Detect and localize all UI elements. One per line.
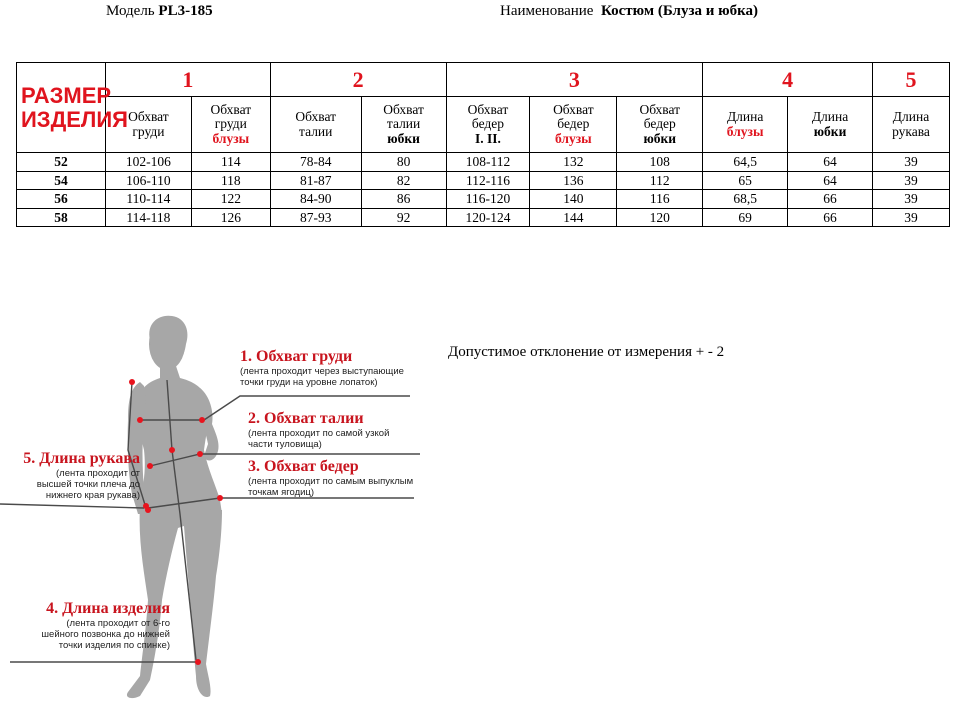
column-header-line: Обхват (553, 102, 594, 118)
value-cell: 84-90 (270, 190, 361, 209)
column-header-line: груди (132, 123, 165, 139)
label-chest-desc: (лента проходит через выступающие точки груди на уровне лопаток) (240, 366, 404, 388)
value-cell: 92 (361, 208, 446, 227)
value-cell: 114 (191, 153, 270, 172)
column-header-line: груди (214, 116, 247, 132)
marker-waist-right (197, 451, 203, 457)
value-cell: 64,5 (703, 153, 788, 172)
column-header (617, 97, 703, 153)
group-5: 5 (872, 63, 949, 97)
column-header-line: Обхват (128, 109, 169, 125)
name-value: Костюм (Блуза и юбка) (600, 3, 759, 19)
value-cell: 116-120 (446, 190, 530, 209)
column-header-line: Обхват (467, 102, 509, 118)
value-cell: 66 (788, 208, 873, 227)
column-header (703, 97, 788, 153)
value-cell: 132 (530, 153, 617, 172)
value-cell: 66 (788, 190, 873, 209)
label-waist-title: 2. Обхват талии (248, 410, 364, 427)
table-row (17, 153, 950, 172)
label-chest-title: 1. Обхват груди (240, 348, 353, 365)
column-header (191, 97, 270, 153)
column-header (361, 97, 446, 153)
column-header-accent: I. II. (475, 130, 501, 146)
marker-chest-left (137, 417, 143, 423)
group-header-row (17, 63, 950, 97)
row-header-text: РАЗМЕР ИЗДЕЛИЯ (20, 83, 128, 132)
value-cell: 86 (361, 190, 446, 209)
value-cell: 112 (617, 171, 703, 190)
marker-shoulder (129, 379, 135, 385)
column-header-accent: блузы (212, 130, 250, 146)
value-cell: 140 (530, 190, 617, 209)
value-cell: 110-114 (105, 190, 191, 209)
column-header (446, 97, 530, 153)
value-cell: 78-84 (270, 153, 361, 172)
name-line (500, 3, 758, 20)
value-cell: 69 (703, 208, 788, 227)
size-cell: 56 (17, 190, 106, 209)
value-cell: 102-106 (105, 153, 191, 172)
size-table (16, 62, 950, 227)
row-header (17, 63, 128, 153)
value-cell: 39 (872, 190, 949, 209)
label-length-desc: (лента проходит от 6-го шейного позвонка до нижней точки изделия по спинке) (41, 618, 170, 651)
size-cell: 54 (17, 171, 106, 190)
value-cell: 39 (872, 208, 949, 227)
column-header-accent: юбки (643, 130, 677, 146)
label-length (10, 600, 170, 651)
column-header-line: Обхват (383, 102, 424, 118)
model-line (106, 3, 213, 20)
marker-sleeve-end (143, 503, 149, 509)
value-cell: 118 (191, 171, 270, 190)
label-hips-title: 3. Обхват бедер (248, 458, 359, 475)
column-header-line: талии (299, 123, 333, 139)
label-waist (248, 410, 389, 450)
value-cell: 108 (617, 153, 703, 172)
label-chest (240, 348, 404, 388)
value-cell: 144 (530, 208, 617, 227)
value-cell: 114-118 (105, 208, 191, 227)
label-length-title: 4. Длина изделия (46, 600, 170, 617)
marker-length-top (169, 447, 175, 453)
size-cell: 58 (17, 208, 106, 227)
column-header-accent: блузы (726, 123, 764, 139)
table-row (17, 171, 950, 190)
value-cell: 122 (191, 190, 270, 209)
value-cell: 136 (530, 171, 617, 190)
label-sleeve-desc: (лента проходит от высшей точки плеча до нижнего края рукава) (36, 468, 140, 501)
column-header-line: рукава (892, 123, 930, 139)
column-header-row (17, 97, 950, 153)
value-cell: 39 (872, 171, 949, 190)
value-cell: 112-116 (446, 171, 530, 190)
column-header-accent: юбки (387, 130, 420, 146)
column-header-line: бедер (557, 116, 590, 132)
value-cell: 80 (361, 153, 446, 172)
value-cell: 65 (703, 171, 788, 190)
group-1: 1 (105, 63, 270, 97)
value-cell: 68,5 (703, 190, 788, 209)
column-header-line: Длина (726, 109, 764, 125)
column-header (270, 97, 361, 153)
table-body (17, 153, 950, 227)
value-cell: 126 (191, 208, 270, 227)
column-header-line: Обхват (295, 109, 336, 125)
column-header-line: Длина (892, 109, 930, 125)
column-header (530, 97, 617, 153)
column-header-accent: блузы (555, 130, 592, 146)
name-label: Наименование (500, 3, 594, 19)
label-sleeve-title: 5. Длина рукава (23, 450, 140, 467)
label-hips-desc: (лента проходит по самым выпуклым точкам ягодиц) (248, 476, 414, 498)
column-header-accent: юбки (813, 123, 847, 139)
group-4: 4 (703, 63, 873, 97)
value-cell: 120 (617, 208, 703, 227)
tolerance-note: Допустимое отклонение от измерения + - 2 (448, 344, 725, 360)
table-row (17, 208, 950, 227)
value-cell: 39 (872, 153, 949, 172)
column-header-line: Обхват (639, 102, 681, 118)
column-header-line: Обхват (210, 102, 252, 118)
label-hips (248, 458, 413, 498)
label-waist-desc: (лента проходит по самой узкой части туловища) (248, 428, 390, 450)
column-header (872, 97, 949, 153)
table-row (17, 190, 950, 209)
marker-length-bottom (195, 659, 201, 665)
value-cell: 87-93 (270, 208, 361, 227)
group-2: 2 (270, 63, 446, 97)
value-cell: 64 (788, 171, 873, 190)
column-header-line: талии (386, 116, 421, 132)
label-sleeve (0, 450, 140, 501)
sleeve-ref-line (0, 504, 144, 508)
value-cell: 64 (788, 153, 873, 172)
value-cell: 81-87 (270, 171, 361, 190)
column-header (788, 97, 873, 153)
column-header-line: бедер (471, 116, 505, 132)
column-header-line: Длина (811, 109, 849, 125)
marker-waist-left (147, 463, 153, 469)
model-value: PL3-185 (158, 3, 213, 19)
value-cell: 120-124 (446, 208, 530, 227)
marker-chest-right (199, 417, 205, 423)
value-cell: 82 (361, 171, 446, 190)
value-cell: 116 (617, 190, 703, 209)
marker-hips-right (217, 495, 223, 501)
value-cell: 108-112 (446, 153, 530, 172)
size-cell: 52 (17, 153, 106, 172)
value-cell: 106-110 (105, 171, 191, 190)
group-3: 3 (446, 63, 703, 97)
model-label: Модель (106, 3, 155, 19)
column-header-line: бедер (643, 116, 676, 132)
